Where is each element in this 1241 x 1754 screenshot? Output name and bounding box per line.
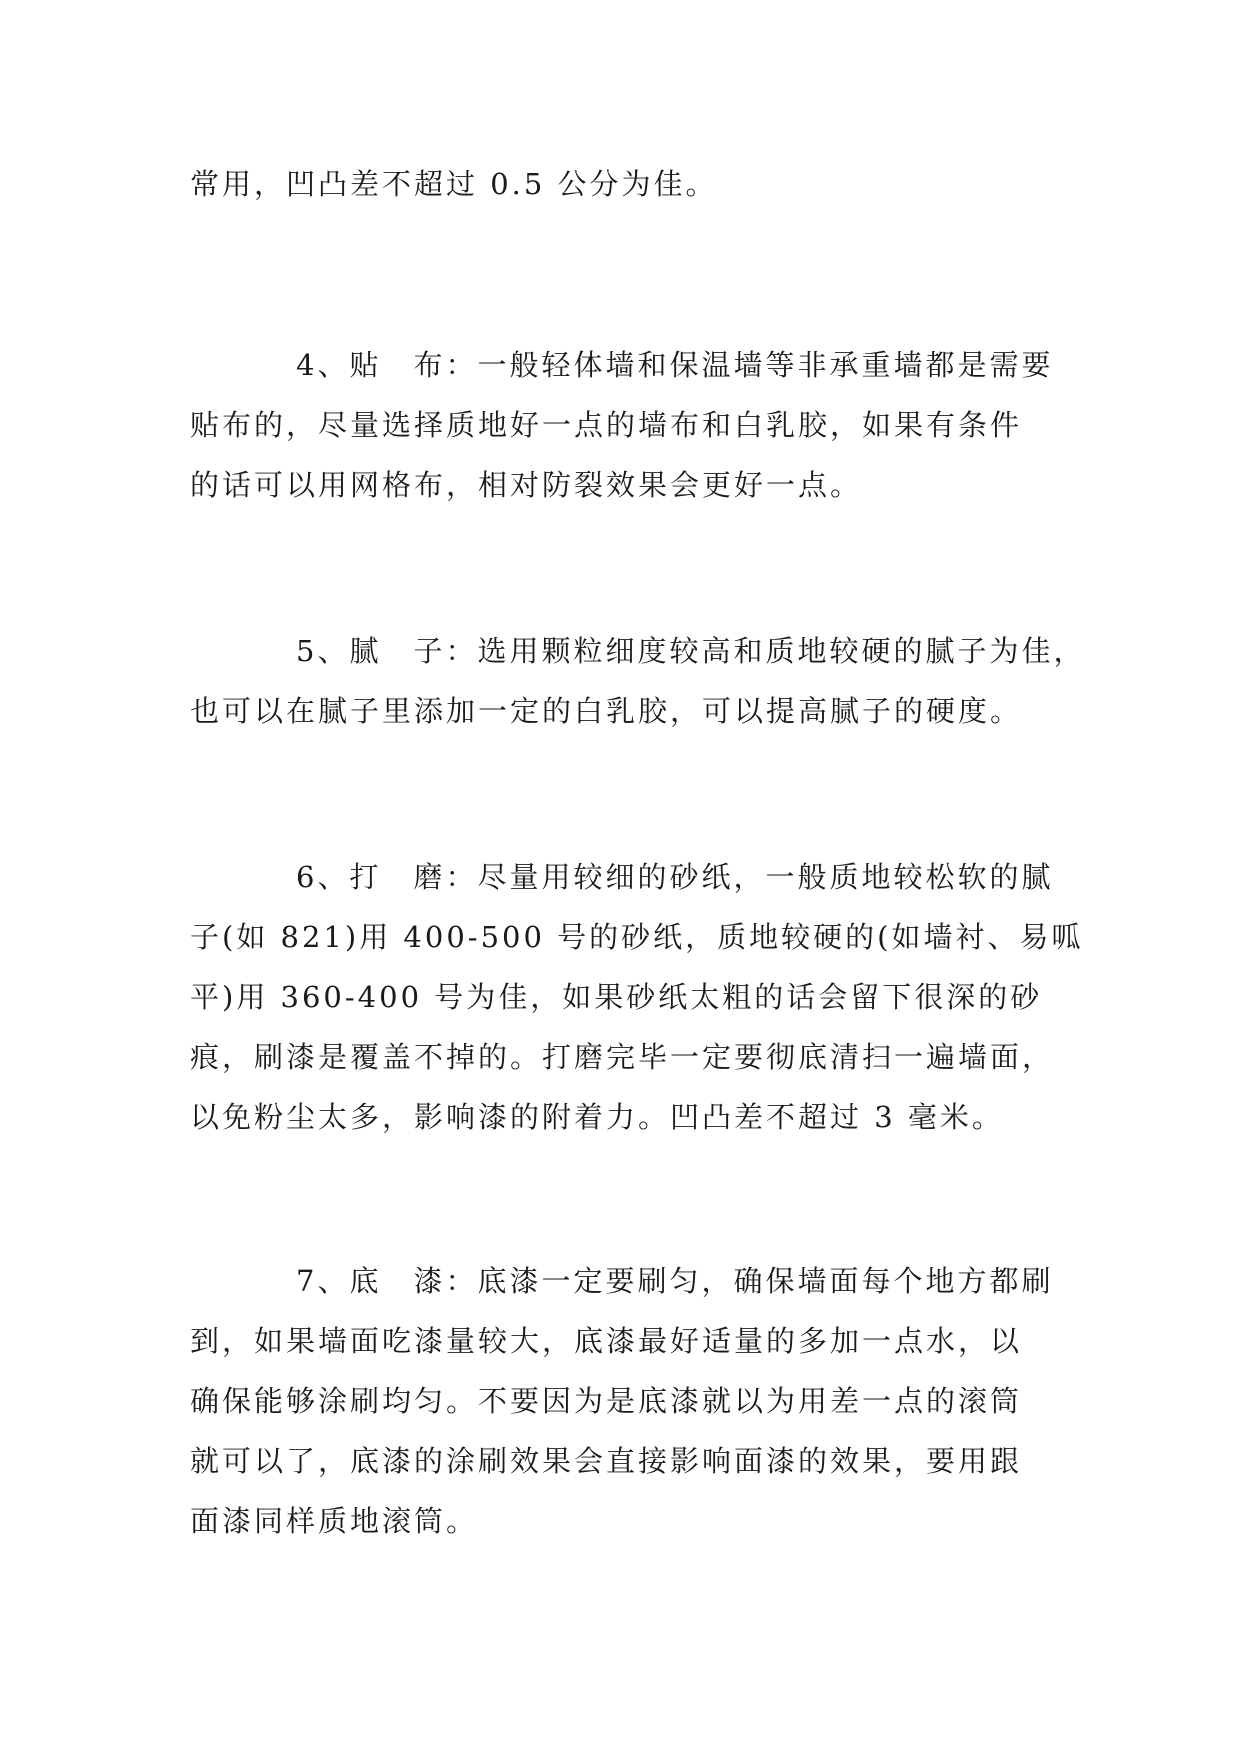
paragraph-line: 7、底 漆：底漆一定要刷匀，确保墙面每个地方都刷 bbox=[296, 1264, 1054, 1298]
paragraph-line: 贴布的，尽量选择质地好一点的墙布和白乳胶，如果有条件 bbox=[190, 408, 1023, 442]
paragraph-line: 痕，刷漆是覆盖不掉的。打磨完毕一定要彻底清扫一遍墙面， bbox=[190, 1040, 1055, 1074]
paragraph-line: 的话可以用网格布，相对防裂效果会更好一点。 bbox=[190, 468, 863, 502]
paragraph-line: 面漆同样质地滚筒。 bbox=[190, 1504, 479, 1538]
paragraph-item-6-sanding bbox=[190, 847, 1084, 1147]
paragraph-line: 平)用 360-400 号为佳，如果砂纸太粗的话会留下很深的砂 bbox=[190, 980, 1043, 1014]
paragraph-line: 就可以了，底漆的涂刷效果会直接影响面漆的效果，要用跟 bbox=[190, 1444, 1023, 1478]
paragraph-line: 以免粉尘太多，影响漆的附着力。凹凸差不超过 3 毫米。 bbox=[190, 1100, 1004, 1134]
paragraph-line: 5、腻 子：选用颗粒细度较高和质地较硬的腻子为佳， bbox=[296, 634, 1086, 668]
paragraph-line: 子(如 821)用 400-500 号的砂纸，质地较硬的(如墙衬、易呱 bbox=[190, 920, 1084, 954]
paragraph-line: 6、打 磨：尽量用较细的砂纸，一般质地较松软的腻 bbox=[296, 860, 1054, 894]
paragraph-line: 常用，凹凸差不超过 0.5 公分为佳。 bbox=[190, 167, 718, 201]
paragraph-line: 确保能够涂刷均匀。不要因为是底漆就以为用差一点的滚筒 bbox=[190, 1384, 1023, 1418]
paragraph-line: 4、贴 布：一般轻体墙和保温墙等非承重墙都是需要 bbox=[296, 348, 1054, 382]
paragraph-line: 到，如果墙面吃漆量较大，底漆最好适量的多加一点水，以 bbox=[190, 1324, 1023, 1358]
paragraph-item-5-putty bbox=[190, 621, 1086, 741]
paragraph-continuation bbox=[190, 154, 1060, 214]
paragraph-item-4-cloth bbox=[190, 335, 1060, 515]
paragraph-item-7-primer bbox=[190, 1251, 1060, 1551]
paragraph-line: 也可以在腻子里添加一定的白乳胶，可以提高腻子的硬度。 bbox=[190, 694, 1023, 728]
